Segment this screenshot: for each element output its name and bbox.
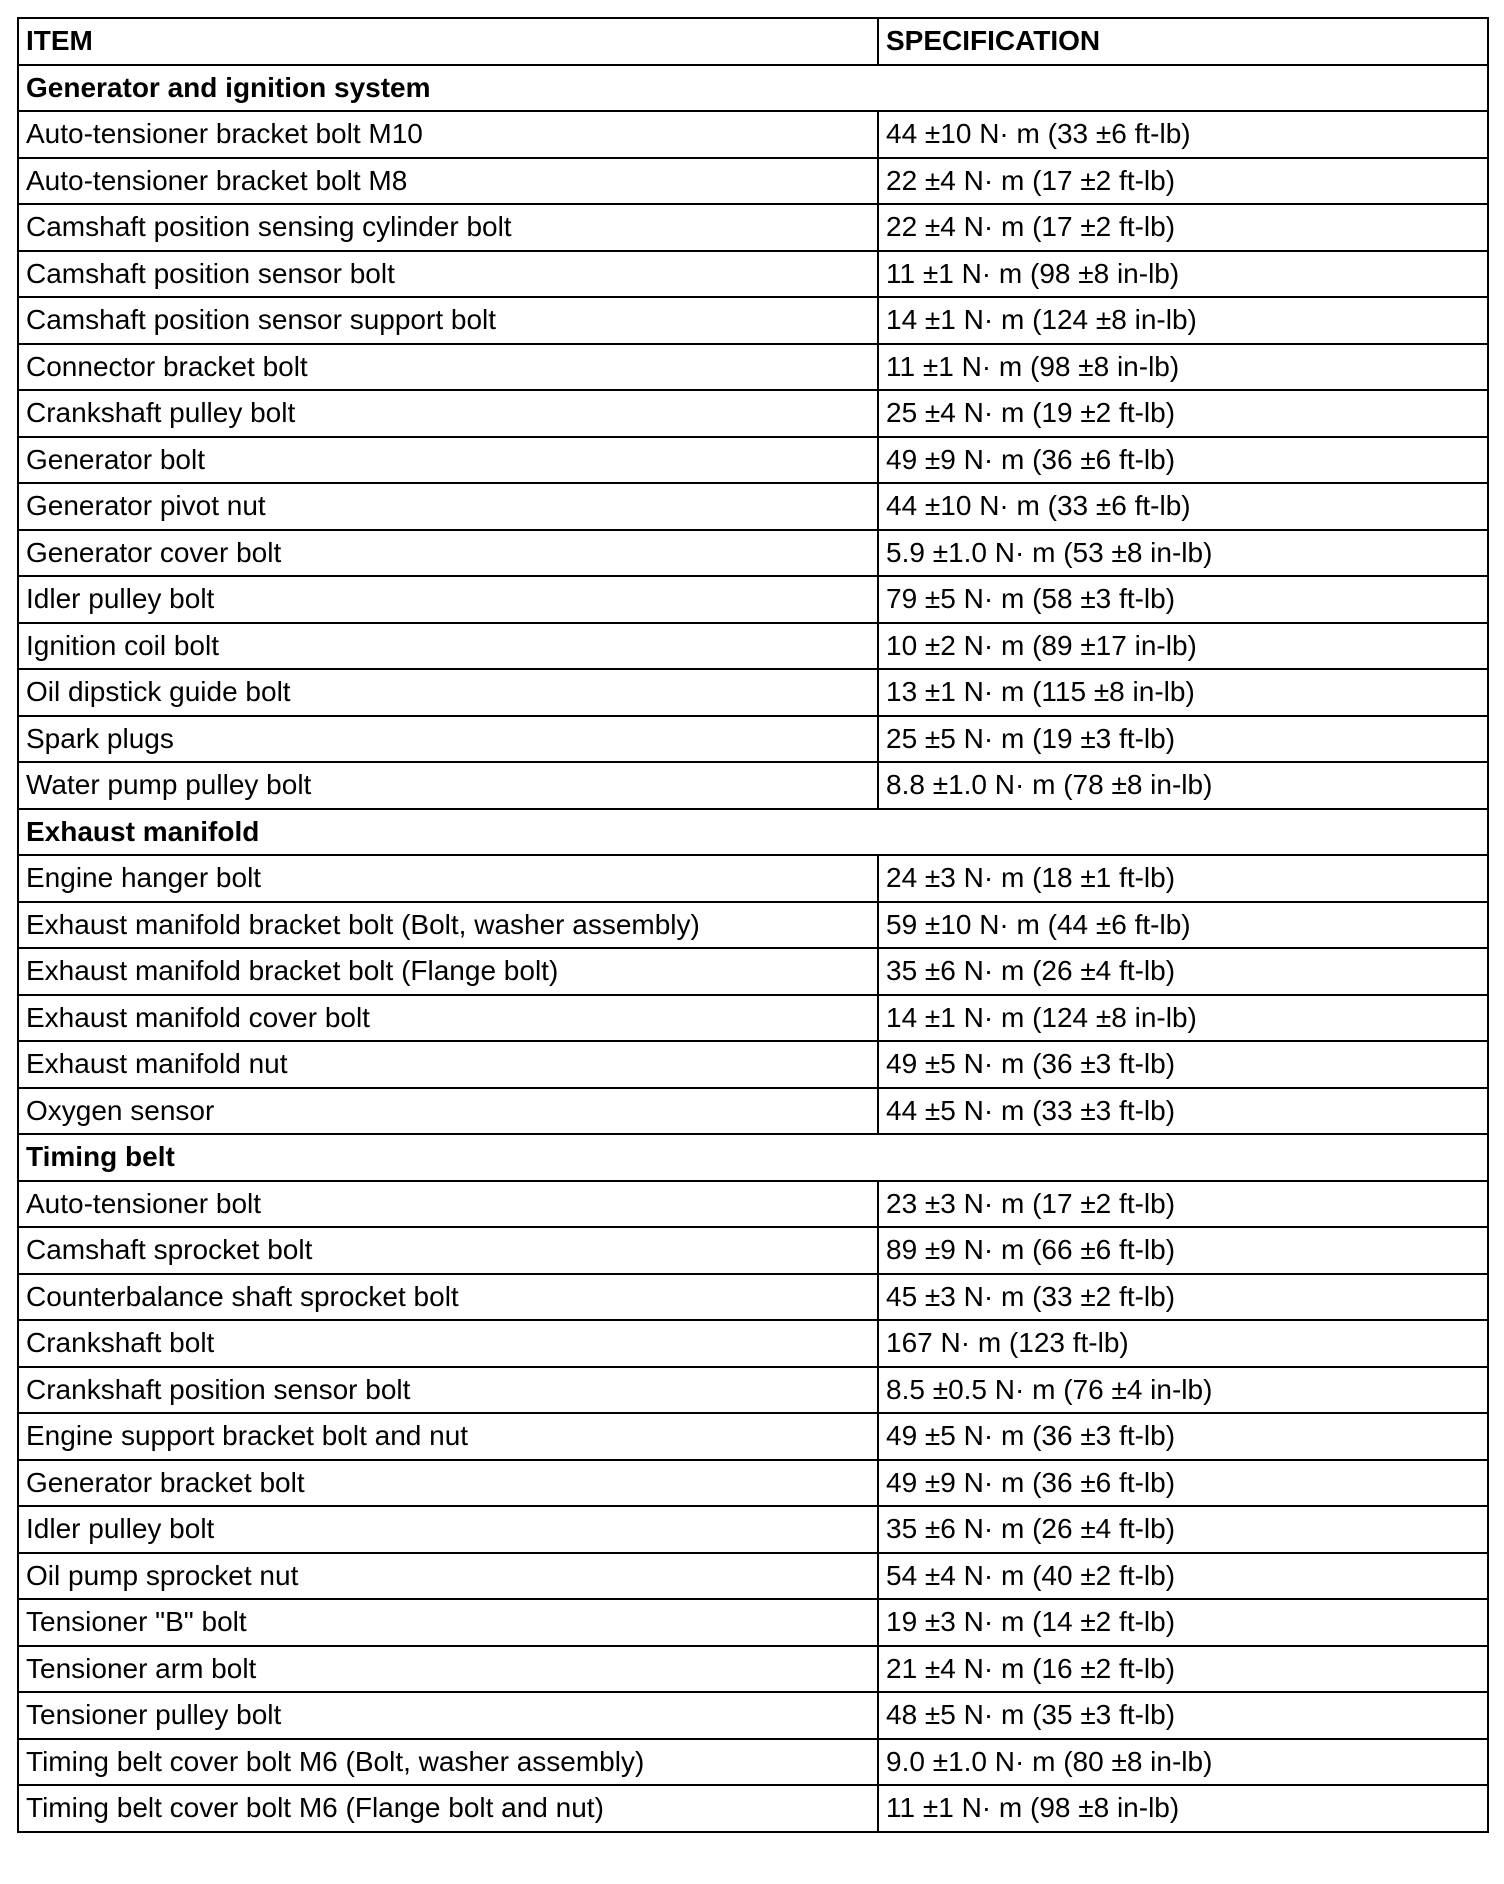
item-cell: Crankshaft bolt (18, 1320, 878, 1367)
table-row (18, 1785, 1488, 1832)
table-row (18, 1274, 1488, 1321)
item-cell: Oil pump sprocket nut (18, 1553, 878, 1600)
table-row (18, 669, 1488, 716)
table-row (18, 902, 1488, 949)
item-cell: Tensioner pulley bolt (18, 1692, 878, 1739)
table-row (18, 297, 1488, 344)
table-row (18, 111, 1488, 158)
table-row (18, 948, 1488, 995)
section-header-row (18, 809, 1488, 856)
item-cell: Timing belt cover bolt M6 (Flange bolt and nut) (18, 1785, 878, 1832)
specification-cell: 14 ±1 N· m (124 ±8 in-lb) (878, 297, 1488, 344)
specification-cell: 49 ±9 N· m (36 ±6 ft-lb) (878, 1460, 1488, 1507)
specification-cell: 22 ±4 N· m (17 ±2 ft-lb) (878, 204, 1488, 251)
table-row (18, 204, 1488, 251)
table-header-row (18, 18, 1488, 65)
table-row (18, 576, 1488, 623)
specification-cell: 44 ±10 N· m (33 ±6 ft-lb) (878, 483, 1488, 530)
specification-cell: 167 N· m (123 ft-lb) (878, 1320, 1488, 1367)
table-row (18, 158, 1488, 205)
item-cell: Exhaust manifold cover bolt (18, 995, 878, 1042)
specification-cell: 79 ±5 N· m (58 ±3 ft-lb) (878, 576, 1488, 623)
item-cell: Oxygen sensor (18, 1088, 878, 1135)
table-row (18, 855, 1488, 902)
specification-cell: 23 ±3 N· m (17 ±2 ft-lb) (878, 1181, 1488, 1228)
specification-cell: 49 ±5 N· m (36 ±3 ft-lb) (878, 1413, 1488, 1460)
table-row (18, 762, 1488, 809)
section-header-row (18, 65, 1488, 112)
item-cell: Generator bracket bolt (18, 1460, 878, 1507)
specification-cell: 35 ±6 N· m (26 ±4 ft-lb) (878, 948, 1488, 995)
item-cell: Tensioner "B" bolt (18, 1599, 878, 1646)
table-row (18, 1646, 1488, 1693)
item-cell: Counterbalance shaft sprocket bolt (18, 1274, 878, 1321)
item-cell: Exhaust manifold bracket bolt (Bolt, washer assembly) (18, 902, 878, 949)
table-row (18, 995, 1488, 1042)
specification-cell: 59 ±10 N· m (44 ±6 ft-lb) (878, 902, 1488, 949)
specification-cell: 54 ±4 N· m (40 ±2 ft-lb) (878, 1553, 1488, 1600)
item-cell: Connector bracket bolt (18, 344, 878, 391)
specification-cell: 11 ±1 N· m (98 ±8 in-lb) (878, 344, 1488, 391)
column-header-specification: SPECIFICATION (878, 18, 1488, 65)
specification-cell: 48 ±5 N· m (35 ±3 ft-lb) (878, 1692, 1488, 1739)
table-row (18, 1739, 1488, 1786)
torque-spec-table (17, 17, 1489, 1833)
item-cell: Auto-tensioner bracket bolt M10 (18, 111, 878, 158)
specification-cell: 49 ±5 N· m (36 ±3 ft-lb) (878, 1041, 1488, 1088)
table-row (18, 1599, 1488, 1646)
table-body (18, 18, 1488, 1832)
table-row (18, 1692, 1488, 1739)
specification-cell: 19 ±3 N· m (14 ±2 ft-lb) (878, 1599, 1488, 1646)
specification-cell: 5.9 ±1.0 N· m (53 ±8 in-lb) (878, 530, 1488, 577)
table-row (18, 1320, 1488, 1367)
specification-cell: 24 ±3 N· m (18 ±1 ft-lb) (878, 855, 1488, 902)
section-header-row (18, 1134, 1488, 1181)
item-cell: Crankshaft position sensor bolt (18, 1367, 878, 1414)
specification-cell: 44 ±5 N· m (33 ±3 ft-lb) (878, 1088, 1488, 1135)
specification-cell: 22 ±4 N· m (17 ±2 ft-lb) (878, 158, 1488, 205)
table-row (18, 1506, 1488, 1553)
specification-cell: 21 ±4 N· m (16 ±2 ft-lb) (878, 1646, 1488, 1693)
table-row (18, 1460, 1488, 1507)
item-cell: Engine hanger bolt (18, 855, 878, 902)
item-cell: Idler pulley bolt (18, 576, 878, 623)
specification-cell: 44 ±10 N· m (33 ±6 ft-lb) (878, 111, 1488, 158)
specification-cell: 89 ±9 N· m (66 ±6 ft-lb) (878, 1227, 1488, 1274)
item-cell: Oil dipstick guide bolt (18, 669, 878, 716)
item-cell: Camshaft sprocket bolt (18, 1227, 878, 1274)
section-title: Timing belt (18, 1134, 1488, 1181)
item-cell: Spark plugs (18, 716, 878, 763)
table-row (18, 1227, 1488, 1274)
item-cell: Crankshaft pulley bolt (18, 390, 878, 437)
item-cell: Generator bolt (18, 437, 878, 484)
column-header-item: ITEM (18, 18, 878, 65)
item-cell: Auto-tensioner bracket bolt M8 (18, 158, 878, 205)
table-row (18, 1041, 1488, 1088)
item-cell: Exhaust manifold nut (18, 1041, 878, 1088)
specification-cell: 8.5 ±0.5 N· m (76 ±4 in-lb) (878, 1367, 1488, 1414)
table-row (18, 1088, 1488, 1135)
item-cell: Idler pulley bolt (18, 1506, 878, 1553)
item-cell: Exhaust manifold bracket bolt (Flange bolt) (18, 948, 878, 995)
table-row (18, 390, 1488, 437)
table-row (18, 1553, 1488, 1600)
item-cell: Auto-tensioner bolt (18, 1181, 878, 1228)
specification-cell: 45 ±3 N· m (33 ±2 ft-lb) (878, 1274, 1488, 1321)
specification-cell: 11 ±1 N· m (98 ±8 in-lb) (878, 251, 1488, 298)
item-cell: Ignition coil bolt (18, 623, 878, 670)
item-cell: Generator pivot nut (18, 483, 878, 530)
section-title: Exhaust manifold (18, 809, 1488, 856)
table-row (18, 251, 1488, 298)
item-cell: Tensioner arm bolt (18, 1646, 878, 1693)
specification-cell: 11 ±1 N· m (98 ±8 in-lb) (878, 1785, 1488, 1832)
table-row (18, 483, 1488, 530)
item-cell: Water pump pulley bolt (18, 762, 878, 809)
item-cell: Camshaft position sensor support bolt (18, 297, 878, 344)
item-cell: Camshaft position sensing cylinder bolt (18, 204, 878, 251)
specification-cell: 14 ±1 N· m (124 ±8 in-lb) (878, 995, 1488, 1042)
specification-cell: 9.0 ±1.0 N· m (80 ±8 in-lb) (878, 1739, 1488, 1786)
table-row (18, 623, 1488, 670)
table-row (18, 1413, 1488, 1460)
specification-cell: 49 ±9 N· m (36 ±6 ft-lb) (878, 437, 1488, 484)
specification-cell: 25 ±4 N· m (19 ±2 ft-lb) (878, 390, 1488, 437)
item-cell: Engine support bracket bolt and nut (18, 1413, 878, 1460)
table-row (18, 437, 1488, 484)
table-row (18, 716, 1488, 763)
table-row (18, 1181, 1488, 1228)
table-row (18, 1367, 1488, 1414)
item-cell: Generator cover bolt (18, 530, 878, 577)
item-cell: Timing belt cover bolt M6 (Bolt, washer assembly) (18, 1739, 878, 1786)
specification-cell: 13 ±1 N· m (115 ±8 in-lb) (878, 669, 1488, 716)
table-row (18, 530, 1488, 577)
item-cell: Camshaft position sensor bolt (18, 251, 878, 298)
specification-cell: 35 ±6 N· m (26 ±4 ft-lb) (878, 1506, 1488, 1553)
specification-cell: 10 ±2 N· m (89 ±17 in-lb) (878, 623, 1488, 670)
specification-cell: 8.8 ±1.0 N· m (78 ±8 in-lb) (878, 762, 1488, 809)
table-row (18, 344, 1488, 391)
specification-cell: 25 ±5 N· m (19 ±3 ft-lb) (878, 716, 1488, 763)
section-title: Generator and ignition system (18, 65, 1488, 112)
